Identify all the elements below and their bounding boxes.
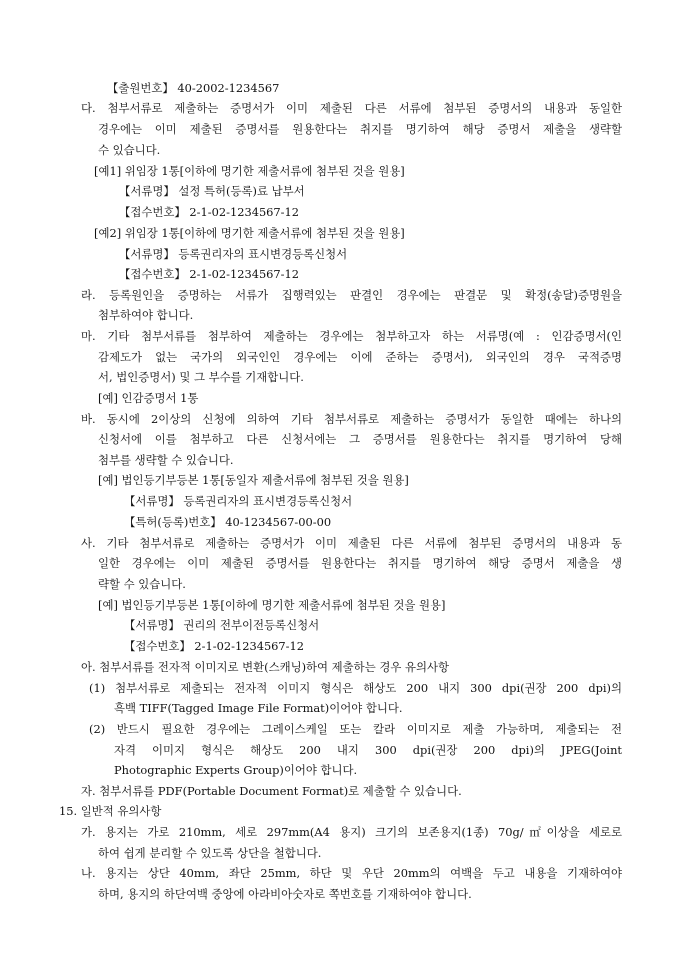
item-a-line-1: 아. 첨부서류를 전자적 이미지로 변환(스캐닝)하여 제출하는 경우 유의사항 — [81, 660, 449, 674]
item-ma-example: [예] 인감증명서 1통 — [98, 391, 199, 405]
item-a-sub1-line-2: 흑백 TIFF(Tagged Image File Format)이어야 합니다. — [114, 701, 403, 715]
item-ba-registration-number: 【특허(등록)번호】 40-1234567-00-00 — [124, 515, 332, 529]
item-ra-line-1: 라. 등록원인을 증명하는 서류가 집행력있는 판결인 경우에는 판결문 및 확정(송달)증명원을 — [81, 288, 622, 302]
item-da-line-3: 수 있습니다. — [98, 143, 161, 157]
item-ba-document-name: 【서류명】 등록권리자의 표시변경등록신청서 — [124, 494, 353, 508]
item-sa-line-1: 사. 기타 첨부서류로 제출하는 증명서가 이미 제출된 다른 서류에 첨부된 증명서의 내용과 동 — [81, 536, 622, 550]
example-1-document-name: 【서류명】 설정 특허(등록)료 납부서 — [119, 184, 305, 198]
item-ra-line-2: 첨부하여야 합니다. — [98, 308, 194, 322]
item-da-line-2: 경우에는 이미 제출된 증명서를 원용한다는 취지를 명기하여 해당 증명서 제출을 생략할 — [98, 122, 622, 136]
item-ba-example: [예] 법인등기부등본 1통[동일자 제출서류에 첨부된 것을 원용] — [98, 473, 409, 487]
item-ga-line-1: 가. 용지는 가로 210mm, 세로 297mm(A4 용지) 크기의 보존용지(1종) 70g/㎡이상을 세로로 — [81, 825, 622, 839]
item-ma-line-1: 마. 기타 첨부서류를 첨부하여 제출하는 경우에는 첨부하고자 하는 서류명(예 : 인감증명서(인 — [81, 329, 622, 343]
item-a-sub1-line-1: (1) 첨부서류로 제출되는 전자적 이미지 형식은 해상도 200 내지 300 dpi(권장 200 dpi)의 — [89, 681, 622, 695]
item-a-sub2-line-2: 자격 이미지 형식은 해상도 200 내지 300 dpi(권장 200 dpi)의 JPEG(Joint — [114, 743, 622, 757]
item-na-line-1: 나. 용지는 상단 40mm, 좌단 25mm, 하단 및 우단 20mm의 여백을 두고 내용을 기재하여야 — [81, 866, 622, 880]
item-ba-line-2: 신청서에 이를 첨부하고 다른 신청서에는 그 증명서를 원용한다는 취지를 명기하여 당해 — [98, 432, 622, 446]
item-a-sub2-line-1: (2) 반드시 필요한 경우에는 그레이스케일 또는 칼라 이미지로 제출 가능하며, 제출되는 전 — [89, 722, 622, 736]
example-2-receipt-number: 【접수번호】 2-1-02-1234567-12 — [119, 267, 300, 281]
item-ma-line-3: 서, 법인증명서) 및 그 부수를 기재합니다. — [98, 370, 304, 384]
item-sa-line-2: 일한 경우에는 이미 제출된 증명서를 원용한다는 취지를 명기하여 해당 증명서 제출을 생 — [98, 556, 622, 570]
item-ga-line-2: 하여 쉽게 분리할 수 있도록 상단을 철합니다. — [98, 846, 322, 860]
item-sa-example: [예] 법인등기부등본 1통[이하에 명기한 제출서류에 첨부된 것을 원용] — [98, 598, 446, 612]
item-ma-line-2: 감제도가 없는 국가의 외국인인 경우에는 이에 준하는 증명서), 외국인의 경우 국적증명 — [98, 350, 622, 364]
application-number-line: 【출원번호】 40-2002-1234567 — [107, 81, 280, 95]
item-na-line-2: 하며, 용지의 하단여백 중앙에 아라비아숫자로 쪽번호를 기재하여야 합니다. — [98, 887, 472, 901]
item-a-sub2-line-3: Photographic Experts Group)이어야 합니다. — [114, 763, 358, 777]
example-1-line: [예1] 위임장 1통[이하에 명기한 제출서류에 첨부된 것을 원용] — [94, 164, 405, 178]
example-2-line: [예2] 위임장 1통[이하에 명기한 제출서류에 첨부된 것을 원용] — [94, 226, 405, 240]
item-ja-line: 자. 첨부서류를 PDF(Portable Document Format)로 제출할 수 있습니다. — [81, 784, 462, 798]
item-sa-line-3: 략할 수 있습니다. — [98, 577, 186, 591]
item-sa-receipt-number: 【접수번호】 2-1-02-1234567-12 — [124, 639, 305, 653]
item-da-line-1: 다. 첨부서류로 제출하는 증명서가 이미 제출된 다른 서류에 첨부된 증명서의 내용과 동일한 — [81, 101, 622, 115]
item-ba-line-3: 첨부를 생략할 수 있습니다. — [98, 453, 234, 467]
section-15-heading: 15. 일반적 유의사항 — [59, 804, 162, 818]
example-1-receipt-number: 【접수번호】 2-1-02-1234567-12 — [119, 205, 300, 219]
example-2-document-name: 【서류명】 등록권리자의 표시변경등록신청서 — [119, 247, 348, 261]
item-sa-document-name: 【서류명】 권리의 전부이전등록신청서 — [124, 618, 320, 632]
item-ba-line-1: 바. 동시에 2이상의 신청에 의하여 기타 첨부서류로 제출하는 증명서가 동일한 때에는 하나의 — [81, 412, 622, 426]
